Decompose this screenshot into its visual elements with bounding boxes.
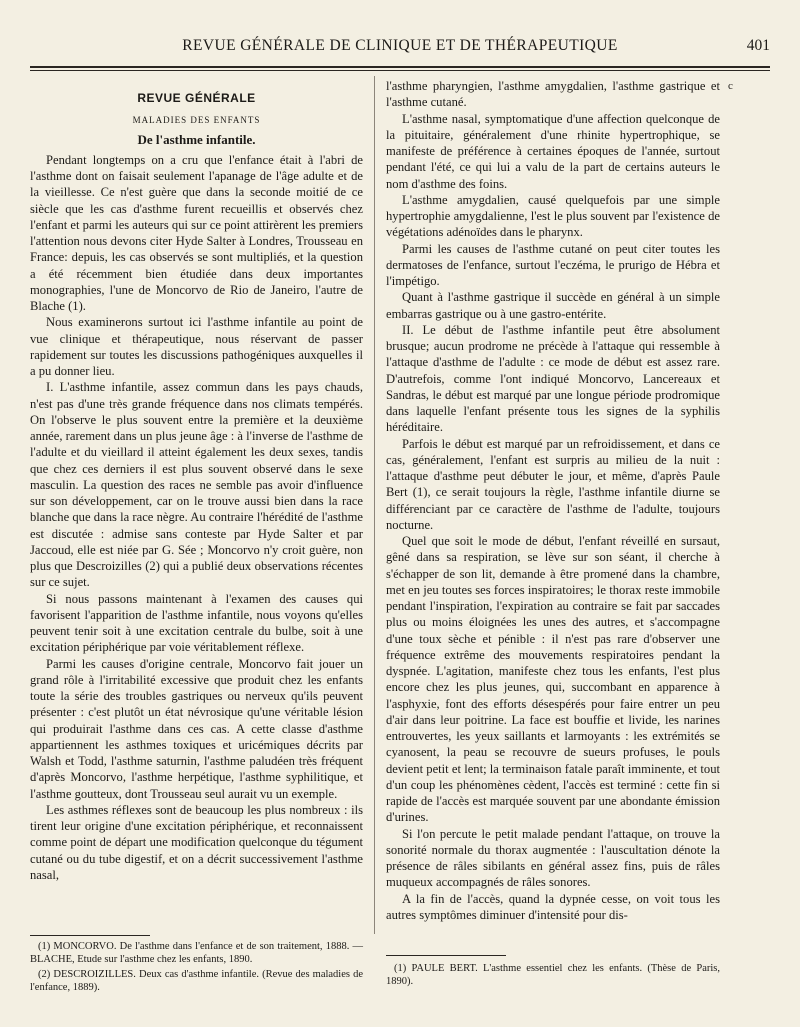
paragraph: Parmi les causes de l'asthme cutané on peut citer toutes les dermatoses de l'enfance, surtout l'eczéma, le prurigo de Hébra et l'impétigo. xyxy=(386,241,720,288)
column-divider xyxy=(374,76,375,934)
footnote: (1) MONCORVO. De l'asthme dans l'enfance et de son traitement, 1888. — BLACHE, Etude sur l'asthme chez les enfants, 1890. xyxy=(30,941,363,965)
paragraph: Parmi les causes d'origine centrale, Moncorvo fait jouer un grand rôle à l'irritabilité excessive que produit chez les enfants toute la série des troubles gastriques ou nerveux qu'ils peuvent présenter : c'est plutôt un état névrosique qu'une véritable lésion qui produirait l'asthme dans ces cas. A cette classe d'asthme appartiennent les asthmes toxiques et uricémiques décrits par Walsh et Todd, l'asthme saturnin, l'asthme paludéen très fréquent d'après Moncorvo, l'asthme herpétique, l'asthme syphilitique, et l'asthme goutteux, dont Trousseau seul aurait vu un exemple. xyxy=(30,656,363,801)
left-column xyxy=(30,78,363,883)
page-number: 401 xyxy=(746,37,770,54)
header-rule xyxy=(30,66,770,68)
paragraph: II. Le début de l'asthme infantile peut être absolument brusque; aucun prodrome ne précède à l'attaque qui ressemble à l'attaque d'asthme de l'adulte : ce mode de début est assez rare. D'autrefois, comme l'ont indiqué Moncorvo, Lancereaux et Sandras, le début est marqué par une longue période prodromique dans laquelle l'enfant présente tous les signes de la syphilis héréditaire. xyxy=(386,322,720,435)
paragraph: l'asthme pharyngien, l'asthme amygdalien, l'asthme gastrique et l'asthme cutané. xyxy=(386,79,720,110)
footnote-rule xyxy=(386,955,506,956)
paragraph: Si nous passons maintenant à l'examen des causes qui favorisent l'apparition de l'asthme infantile, nous voyons qu'elles peuvent tenir soit à une excitation centrale du bulbe, soit à une excitation périphérique par voie véritablement réflexe. xyxy=(30,591,363,655)
paragraph: Pendant longtemps on a cru que l'enfance était à l'abri de l'asthme dont on faisait seulement l'apanage de l'âge adulte et de la vieillesse. Ce n'est guère que dans la seconde moitié de ce siècle que les cas d'asthme furent recueillis et observés chez l'enfant et parmi les auteurs qui sur ce point attirèrent les premiers l'attention nous devons citer Hyde Salter à Londres, Trousseau en France: depuis, les cas observés se sont multipliés, et la question a été récemment bien étudiée dans deux importantes monographies, l'une de Moncorvo de Rio de Janeiro, l'autre de Blache (1). xyxy=(30,152,363,313)
footnote: (2) DESCROIZILLES. Deux cas d'asthme infantile. (Revue des maladies de l'enfance, 1889). xyxy=(30,969,363,993)
subsection-title: MALADIES DES ENFANTS xyxy=(132,115,261,126)
paragraph: Les asthmes réflexes sont de beaucoup les plus nombreux : ils tirent leur origine d'une excitation périphérique, et reconnaissent comme point de départ une modification quelconque du tégument cutané ou du tube digestif, et on a décrit successivement l'asthme nasal, xyxy=(30,802,363,882)
paragraph: Quant à l'asthme gastrique il succède en général à un simple embarras gastrique ou à une gastro-entérite. xyxy=(386,290,720,321)
running-head xyxy=(30,34,770,60)
section-title: REVUE GÉNÉRALE xyxy=(137,91,256,105)
right-footnotes xyxy=(386,962,720,990)
paragraph: Quel que soit le mode de début, l'enfant réveillé en sursaut, gêné dans sa respiration, se lève sur son séant, il cherche à s'échapper de son lit, demande à être promené dans la chambre, met en jeu toutes ses forces inspiratoires; le thorax reste immobile pendant l'inspiration, l'expiration au contraire se fait par saccades plus ou moins éloignées les unes des autres, et s'accompagne d'une toux sèche et pénible : il n'est pas rare d'observer une fréquence extrême des mouvements respiratoires pendant la dyspnée. L'agitation, manifeste chez tous les enfants, l'est plus encore chez les plus jeunes, qui, succombant en apparence à l'asphyxie, font des efforts désespérés pour faire entrer un peu d'air dans leur poitrine. La face est bouffie et livide, les narines entrouvertes, les yeux saillants et larmoyants : les extrémités se cyanosent, la peau se recouvre de sueurs profuses, le pouls devient petit et lent; la terminaison fatale paraît imminente, et tout d'un coup les phénomènes cèdent, l'accès est terminé : cette fin si rapide de l'accès est marquée souvent par une abondante émission d'urines. xyxy=(386,534,720,825)
footnote: (1) PAULE BERT. L'asthme essentiel chez les enfants. (Thèse de Paris, 1890). xyxy=(386,963,720,987)
paragraph: Nous examinerons surtout ici l'asthme infantile au point de vue clinique et thérapeutique, nous réservant de passer rapidement sur toutes les discussions pathogéniques auxquelles il a pu donner lieu. xyxy=(30,315,363,378)
stray-mark: c xyxy=(728,80,733,92)
right-column xyxy=(386,78,720,923)
paragraph: Parfois le début est marqué par un refroidissement, et dans ce cas, généralement, l'enfant est surpris au milieu de la nuit : l'attaque d'asthme peut débuter le jour, et même, d'après Paule Bert (1), ce serait toujours la règle, l'asthme infantile diurne se différenciant par ce caractère de l'asthme de l'adulte, toujours nocturne. xyxy=(386,436,720,532)
paragraph: A la fin de l'accès, quand la dypnée cesse, on voit tous les autres symptômes diminuer d'intensité pour dis- xyxy=(386,891,720,922)
left-footnotes xyxy=(30,940,363,996)
article-title: De l'asthme infantile. xyxy=(137,131,256,147)
paragraph: I. L'asthme infantile, assez commun dans les pays chauds, n'est pas d'une très grande fréquence dans nos climats tempérés. On l'observe le plus souvent entre la première et la deuxième année, rarement dans un plus jeune âge : à l'inverse de l'asthme de l'adulte et du vieillard il atteint également les deux sexes, tandis que chez ces derniers il est plus souvent observé dans le sexe masculin. La question des races ne semble pas avoir d'influence sur son développement, car on le trouve aussi bien dans la race blanche que dans la race nègre. Au contraire l'hérédité de l'asthme est discutée : admise sans conteste par Hyde Salter et par Jaccoud, elle est niée par G. Sée ; Moncorvo n'y croit guère, non plus que Descroizilles (2) qui a publié deux observations récentes sur ce sujet. xyxy=(30,380,363,590)
paragraph: L'asthme amygdalien, causé quelquefois par une simple hypertrophie amygdalienne, l'est le plus souvent par l'existence de végétations adénoïdes dans le pharynx. xyxy=(386,192,720,240)
paragraph: L'asthme nasal, symptomatique d'une affection quelconque de la pituitaire, généralement d'une rhinite hypertrophique, se manifeste de préférence à certaines époques de l'année, surtout pendant l'été, ce qui lui a valu de la part de certains auteurs le nom d'asthme des foins. xyxy=(386,111,720,191)
running-head-title: REVUE GÉNÉRALE DE CLINIQUE ET DE THÉRAPEUTIQUE xyxy=(182,37,618,54)
footnote-rule xyxy=(30,935,150,936)
paragraph: Si l'on percute le petit malade pendant l'attaque, on trouve la sonorité normale du thorax augmentée : l'auscultation dénote la présence de râles sibilants en général assez fins, puis de râles muqueux accompagnés de râles sonores. xyxy=(386,826,720,890)
header-rule-thin xyxy=(30,70,770,71)
